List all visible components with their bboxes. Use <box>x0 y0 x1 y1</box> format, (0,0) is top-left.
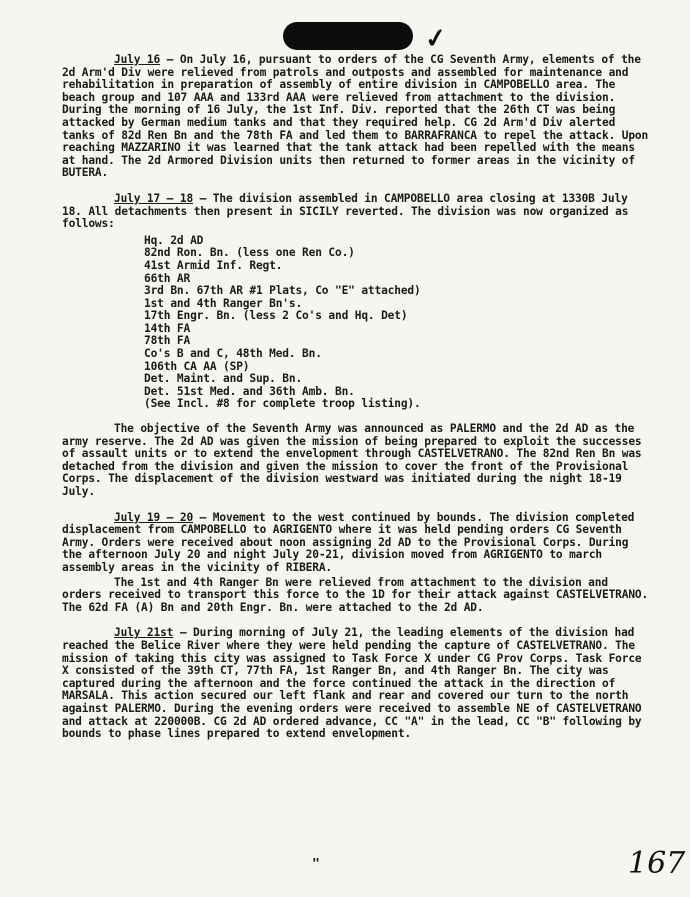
list-item: Co's B and C, 48th Med. Bn. <box>144 347 322 361</box>
list-item: 66th AR <box>144 271 191 285</box>
paragraph-date: July 17 – 18 <box>114 191 194 205</box>
list-item: Det. 51st Med. and 36th Amb. Bn. <box>144 384 355 398</box>
list-item: 3rd Bn. 67th AR #1 Plats, Co "E" attached) <box>144 284 421 298</box>
list-item: Hq. 2d AD <box>144 233 204 247</box>
paragraph-date: July 21st <box>114 626 174 640</box>
paragraph-text: The objective of the Seventh Army was announced as PALERMO and the 2d AD as the army reserve. The 2d AD was given the mission of being prepared to exploit the successes of assault units or to extend the envelopment through CASTELVETRANO. The 82nd Ren Bn was detached from the division and given the mission to cover the front of the Provisional Corps. The displacement of the division westward was initiated during the night 18-19 July. <box>62 422 642 498</box>
organization-list <box>144 235 652 411</box>
paragraph-text: – During morning of July 21, the leading elements of the division had reached the Belice River where they were held pending the capture of CASTELVETRANO. The mission of taking this city was assigned to Task Force X under CG Prov Corps. Task Force X consisted of the 39th CT, 77th FA, 1st Ranger Bn, and 4th Ranger Bn. The city was captured during the afternoon and the force continued the attack in the direction of MARSALA. This action secured our left flank and rear and covered our turn to the north against PALERMO. During the evening orders were received to assemble NE of CASTELVETRANO and attack at 220000B. CG 2d AD ordered advance, CC "A" in the lead, CC "B" following by bounds to phase lines prepared to extend envelopment. <box>62 626 642 741</box>
paragraph-date: July 19 – 20 <box>114 510 194 524</box>
list-item: 14th FA <box>144 321 191 335</box>
footer-mark: " <box>312 857 320 872</box>
paragraph-text: – The division assembled in CAMPOBELLO area closing at 1330B July 18. All detachments then present in SICILY reverted. The division was now organized as follows: <box>62 191 629 231</box>
list-item: 1st and 4th Ranger Bn's. <box>144 296 303 310</box>
paragraph-july-17-18 <box>62 193 652 231</box>
paragraph-date: July 16 <box>114 53 161 66</box>
list-item: 106th CA AA (SP) <box>144 359 250 373</box>
list-item: 41st Armid Inf. Regt. <box>144 258 283 272</box>
paragraph-july-19-20 <box>62 512 652 575</box>
page-number: 167 <box>628 846 686 881</box>
paragraph-text: – On July 16, pursuant to orders of the CG Seventh Army, elements of the 2d Arm'd Div were relieved from patrols and outposts and assembled for maintenance and rehabilitation in preparation of assembly of entire division in CAMPOBELLO area. The beach group and 107 AAA and 133rd AAA were relieved from attachment to the division. During the morning of 16 July, the 1st Inf. Div. reported that the 26th CT was being attacked by German medium tanks and that they required help. CG 2d Arm'd Div alerted tanks of 82d Ren Bn and the 78th FA and led them to BARRAFRANCA to repel the attack. Upon reaching MAZZARINO it was learned that the tank attack had been repelled with the means at hand. The 2d Armored Division units then returned to former areas in the vicinity of BUTERA. <box>62 53 649 180</box>
paragraph-july-21 <box>62 627 652 740</box>
list-item: (See Incl. #8 for complete troop listing). <box>144 397 421 411</box>
document-body <box>62 54 652 754</box>
paragraph-objective <box>62 423 652 499</box>
list-item: 17th Engr. Bn. (less 2 Co's and Hq. Det) <box>144 309 408 323</box>
paragraph-july-16 <box>62 54 652 180</box>
redaction-bar <box>283 22 413 50</box>
list-item: 78th FA <box>144 334 191 348</box>
paragraph-text: The 1st and 4th Ranger Bn were relieved from attachment to the division and orders received to transport this force to the 1D for their attack against CASTELVETRANO. The 62d FA (A) Bn and 20th Engr. Bn. were attached to the 2d AD. <box>62 575 649 614</box>
list-item: Det. Maint. and Sup. Bn. <box>144 372 303 386</box>
list-item: 82nd Ron. Bn. (less one Ren Co.) <box>144 246 355 260</box>
paragraph-text: – Movement to the west continued by bounds. The division completed displacement from CAMPOBELLO to AGRIGENTO where it was held pending orders CG Seventh Army. Orders were received about noon assigning 2d AD to the Provisional Corps. During the afternoon July 20 and night July 20-21, division moved from AGRIGENTO to march assembly areas in the vicinity of RIBERA. <box>62 510 635 574</box>
paragraph-rangers <box>62 577 652 615</box>
check-mark-icon: ✓ <box>423 22 449 56</box>
